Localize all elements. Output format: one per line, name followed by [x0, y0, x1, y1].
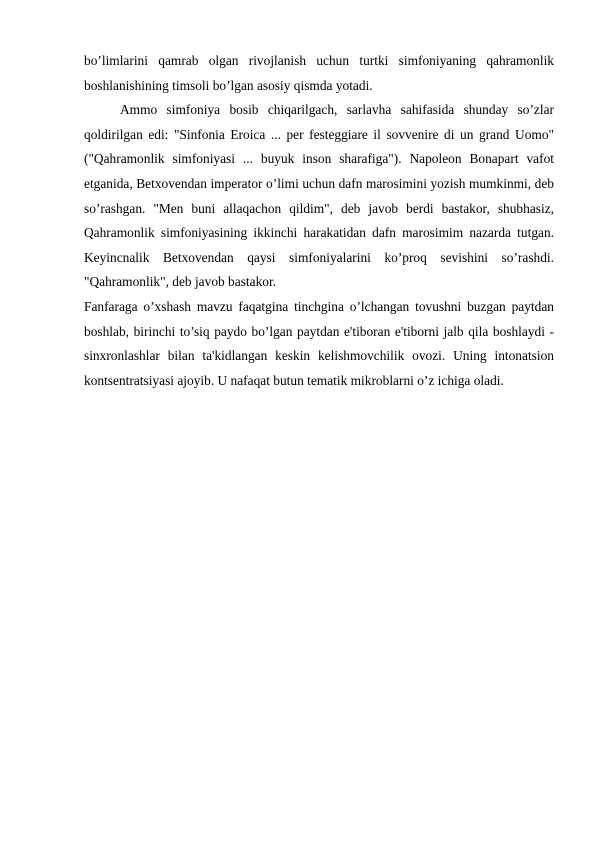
paragraph-fanfare: Fanfaraga o’xshash mavzu faqatgina tinchgina o’lchangan tovushni buzgan paytdan boshlab, birinchi to’siq paydo bo’lgan paytdan e'tiboran e'tiborni jalb qila boshlaydi - sinxronlashlar bilan ta'kidlangan keskin kelishmovchilik ovozi. Uning intonatsion kontsentratsiyasi ajoyib. U nafaqat butun tematik mikroblarni o’z ichiga oladi.: [84, 298, 554, 388]
body-text: [84, 49, 554, 393]
paragraph-eroica-title: Ammo simfoniya bosib chiqarilgach, sarlavha sahifasida shunday so’zlar qoldirilgan edi: "Sinfonia Eroica ... per festeggiare il sovvenire di un grand Uomo" ("Qahramonlik simfoniyasi ... buyuk inson sharafiga"). Napoleon Bonapart vafot etganida, Betxovendan imperator o’limi uchun dafn marosimini yozish mumkinmi, deb so’rashgan. "Men buni allaqachon qildim", deb javob berdi bastakor, shubhasiz, Qahramonlik simfoniyasining ikkinchi harakatidan dafn marosimim nazarda tutgan. Keyincnalik Betxovendan qaysi simfoniyalarini ko’proq sevishini so’rashdi. "Qahramonlik", deb javob bastakor.: [84, 102, 554, 290]
paragraph-continuation: bo’limlarini qamrab olgan rivojlanish uchun turtki simfoniyaning qahramonlik boshlanishining timsoli bo’lgan asosiy qismda yotadi.: [84, 53, 554, 93]
